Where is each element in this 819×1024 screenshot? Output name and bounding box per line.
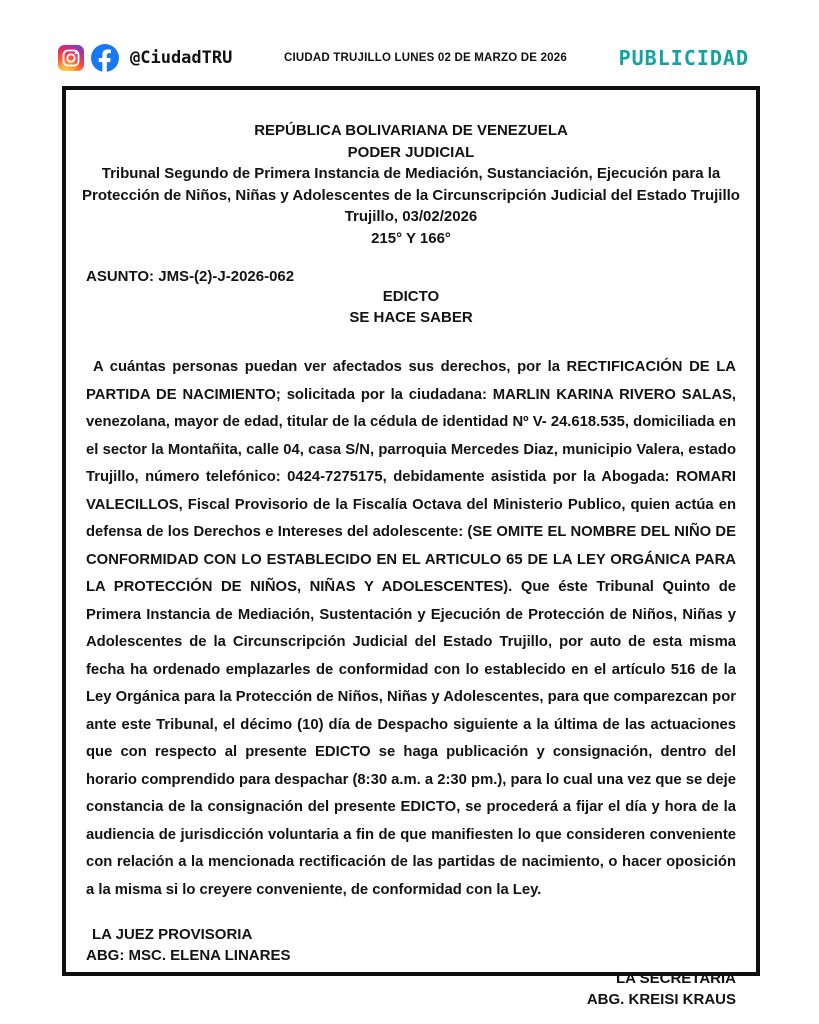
publicidad-label: PUBLICIDAD <box>618 46 749 70</box>
se-hace-saber-subtitle: SE HACE SABER <box>349 308 473 326</box>
top-banner <box>58 40 749 76</box>
judge-name: ABG: MSC. ELENA LINARES <box>86 947 291 964</box>
heading-date: Trujillo, 03/02/2026 <box>344 208 478 225</box>
secretary-name: ABG. KREISI KRAUS <box>586 991 736 1008</box>
heading-republic: REPÚBLICA BOLIVARIANA DE VENEZUELA <box>254 122 568 139</box>
heading-years: 215° Y 166° <box>371 229 451 247</box>
judge-signature-block <box>82 924 740 966</box>
heading-tribunal: Tribunal Segundo de Primera Instancia de Mediación, Sustanciación, Ejecución para la Protección de Niños, Niñas y Adolescentes de la Circunscripción Judicial del Estado Trujillo <box>82 165 740 204</box>
judge-title: LA JUEZ PROVISORIA <box>92 926 253 943</box>
secretary-title: LA SECRETARIA <box>616 970 736 987</box>
edicto-title: EDICTO <box>382 288 440 305</box>
document-heading <box>82 120 740 249</box>
secretary-signature-block <box>82 968 740 1010</box>
social-handle-group <box>58 44 232 72</box>
heading-poder-judicial: PODER JUDICIAL <box>347 143 475 161</box>
banner-dateline: CIUDAD TRUJILLO LUNES 02 DE MARZO DE 2026 <box>283 52 567 64</box>
social-handle: @CiudadTRU <box>130 48 233 68</box>
instagram-icon <box>58 45 84 71</box>
edict-document <box>62 86 760 1008</box>
edict-body-text: A cuántas personas puedan ver afectados sus derechos, por la RECTIFICACIÓN DE LA PARTIDA DE NACIMIENTO; solicitada por la ciudadana: MARLIN KARINA RIVERO SALAS, venezolana, mayor de edad, titular de la cédula de identidad Nº V- 24.618.535, domiciliada en el sector la Montañita, calle 04, casa S/N, parroquia Mercedes Diaz, municipio Valera, estado Trujillo, número telefónico: 0424-7275175, debidamente asistida por la Abogada: ROMARI VALECILLOS, Fiscal Provisorio de la Fiscalía Octava del Ministerio Publico, quien actúa en defensa de los Derechos e Intereses del adolescente: (SE OMITE EL NOMBRE DEL NIÑO DE CONFORMIDAD CON LO ESTABLECIDO EN EL ARTICULO 65 DE LA LEY ORGÁNICA PARA LA PROTECCIÓN DE NIÑOS, NIÑAS Y ADOLESCENTES). Que éste Tribunal Quinto de Primera Instancia de Mediación, Sustentación y Ejecución de Protección de Niños, Niñas y Adolescentes de la Circunscripción Judicial del Estado Trujillo, por auto de esta misma fecha ha ordenado emplazarles de conformidad con lo establecido en el artículo 516 de la Ley Orgánica para la Protección de Niños, Niñas y Adolescentes, para que comparezcan por ante este Tribunal, el décimo (10) día de Despacho siguiente a la última de las actuaciones que con respecto al presente EDICTO se haga publicación y consignación, dentro del horario comprendido para despachar (8:30 a.m. a 2:30 pm.), para lo cual una vez que se deje constancia de la consignación del presente EDICTO, se procederá a fijar el día y hora de la audiencia de jurisdicción voluntaria a fin de que manifiesten lo que consideren conveniente con relación a la mencionada rectificación de las partidas de nacimiento, o hacer oposición a la misma si lo creyere conveniente, de conformidad con la Ley. <box>86 359 736 898</box>
case-number: ASUNTO: JMS-(2)-J-2026-062 <box>86 268 295 285</box>
facebook-icon <box>91 44 119 72</box>
